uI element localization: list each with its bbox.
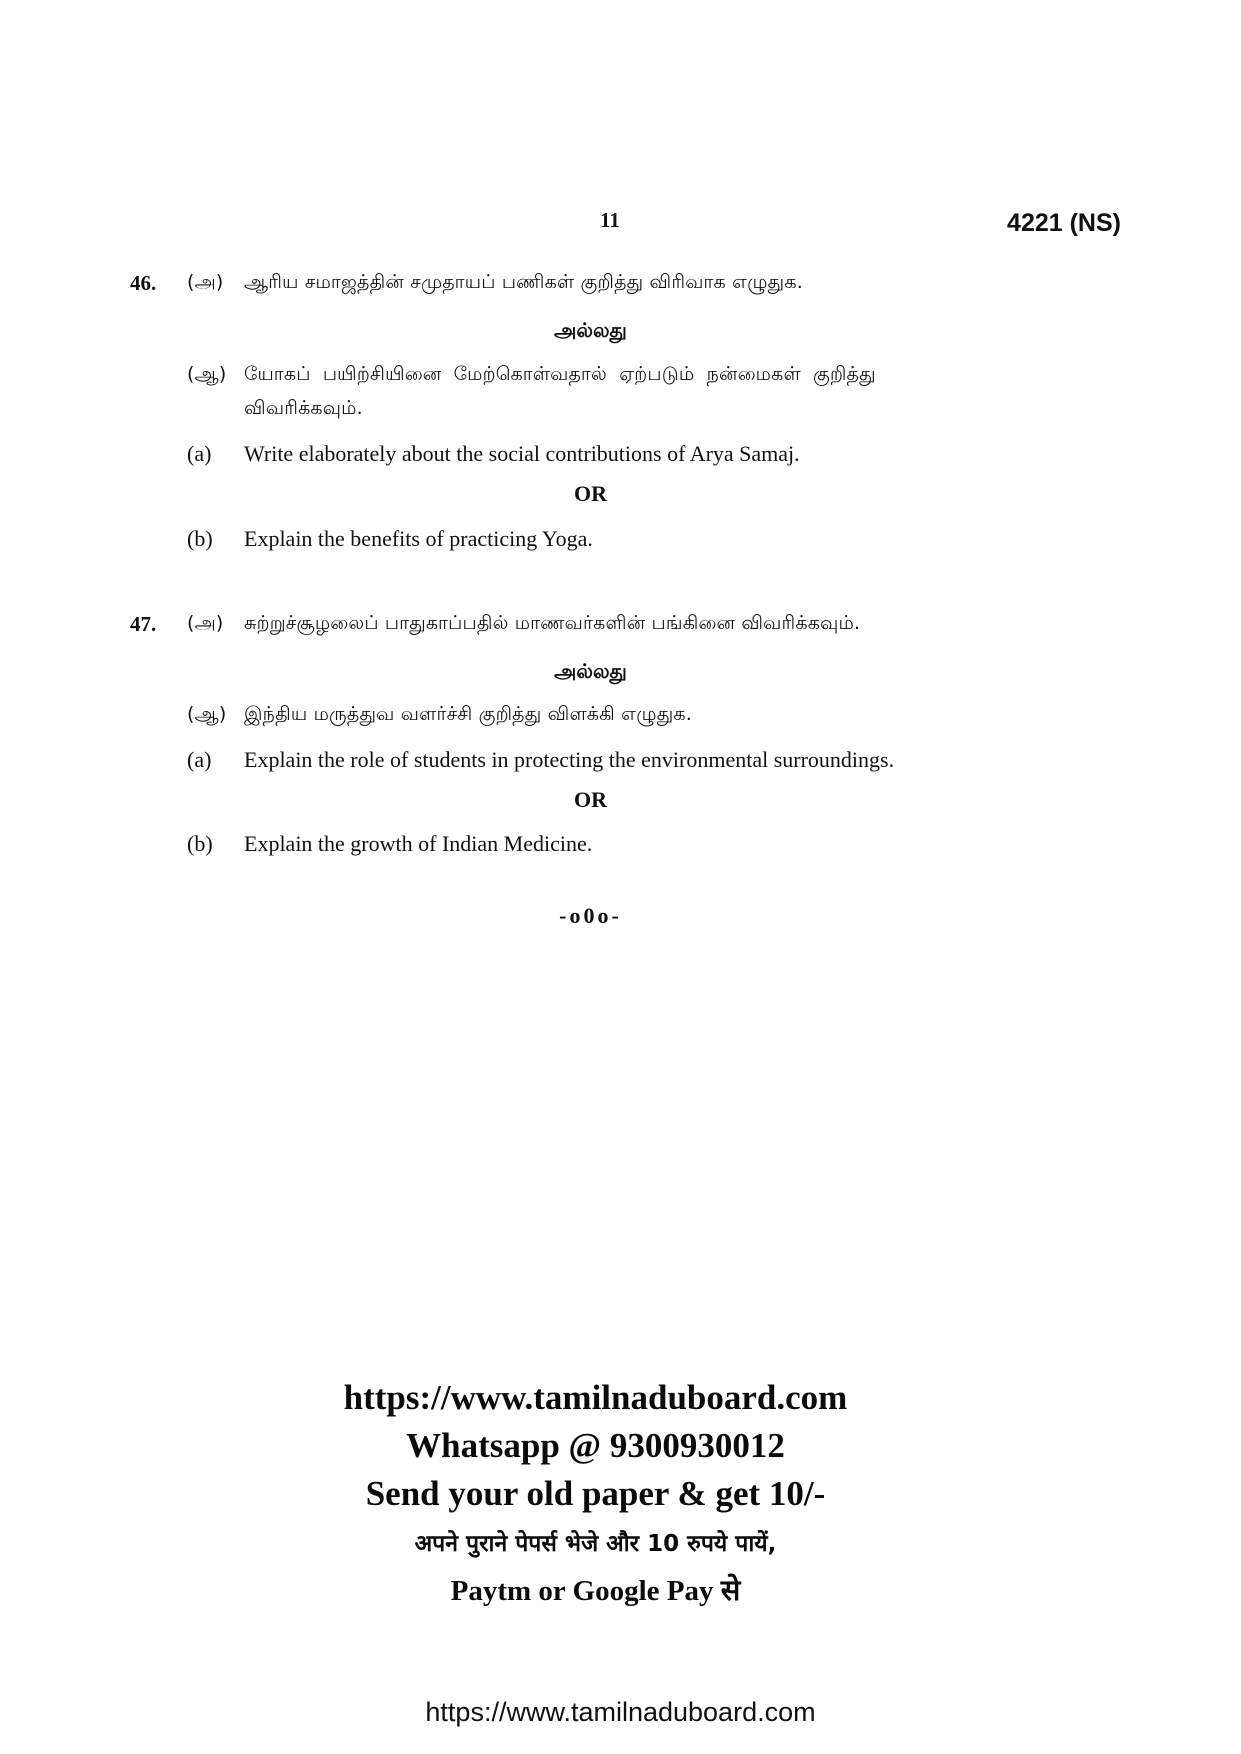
or-separator-ta: அல்லது — [554, 318, 627, 342]
promo-payment-methods: Paytm or Google Pay से — [450, 1575, 741, 1607]
question-text-en-b: Explain the growth of Indian Medicine. — [244, 831, 593, 856]
or-separator-ta: அல்லது — [554, 659, 627, 683]
or-separator-en: OR — [574, 787, 607, 812]
option-label-ta-b: (ஆ) — [187, 703, 227, 725]
option-label-en-a: (a) — [187, 747, 212, 772]
question-text-ta-b: யோகப் பயிற்சியினை மேற்கொள்வதால் ஏற்படும் நன்மைகள் குறித்து — [244, 363, 876, 385]
option-label-ta-a: (அ) — [187, 612, 224, 634]
question-text-ta-a: சுற்றுச்சூழலைப் பாதுகாப்பதில் மாணவர்களின் பங்கினை விவரிக்கவும். — [244, 612, 861, 634]
promo-website-url[interactable]: https://www.tamilnaduboard.com — [343, 1378, 848, 1417]
promo-hindi-text: अपने पुराने पेपर्स भेजे और 10 रुपये पायें, — [414, 1531, 777, 1557]
promo-whatsapp-contact: Whatsapp @ 9300930012 — [406, 1426, 785, 1465]
question-text-ta-a: ஆரிய சமாஜத்தின் சமுதாயப் பணிகள் குறித்து விரிவாக எழுதுக. — [244, 271, 803, 293]
question-text-en-a: Explain the role of students in protecting the environmental surroundings. — [244, 747, 895, 772]
question-number: 47. — [130, 612, 157, 636]
or-separator-en: OR — [574, 481, 607, 506]
option-label-ta-b: (ஆ) — [187, 363, 227, 385]
end-of-paper-marker: -o0o- — [559, 903, 622, 928]
question-text-ta-b: இந்திய மருத்துவ வளர்ச்சி குறித்து விளக்கி எழுதுக. — [244, 703, 692, 725]
option-label-en-b: (b) — [187, 831, 213, 856]
page-number: 11 — [600, 208, 620, 232]
option-label-en-a: (a) — [187, 441, 212, 466]
promo-send-paper: Send your old paper & get 10/- — [365, 1474, 826, 1513]
paper-code: 4221 (NS) — [1007, 209, 1121, 237]
question-text-en-b: Explain the benefits of practicing Yoga. — [244, 526, 593, 551]
question-text-en-a: Write elaborately about the social contributions of Arya Samaj. — [244, 441, 800, 466]
question-number: 46. — [130, 271, 157, 295]
option-label-ta-a: (அ) — [187, 271, 224, 293]
question-text-ta-b-continued: விவரிக்கவும். — [244, 397, 363, 419]
option-label-en-b: (b) — [187, 526, 213, 551]
footer-website-url[interactable]: https://www.tamilnaduboard.com — [425, 1697, 816, 1727]
